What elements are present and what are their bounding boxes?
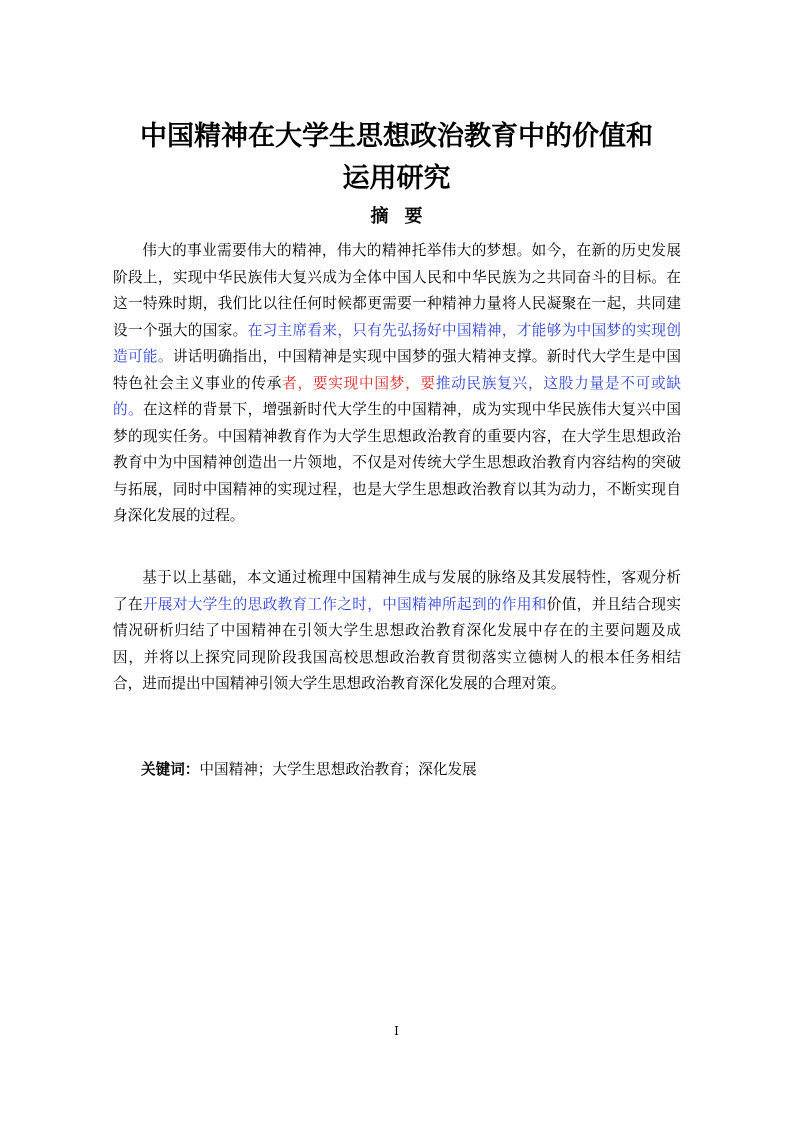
abstract-paragraph-1	[113, 238, 681, 530]
paragraph1-highlight-blue-1: 在习主席看来，只有先弘扬好中国精神，才能够为中国梦的实现创造可能。	[113, 321, 681, 365]
keywords-label: 关键词：	[141, 761, 200, 778]
abstract-paragraph-2	[113, 565, 681, 698]
page-number: I	[394, 1024, 399, 1038]
abstract-heading: 摘要	[370, 206, 439, 227]
keywords-text: 中国精神；大学生思想政治教育；深化发展	[199, 761, 477, 778]
paragraph2-sentence-3: 价值，并且结合现实情况研析归结了中国精神在引领大学生思想政治教育深化发展中存在的主要问题及成因，并将以上探究同现阶段我国高校思想政治教育贯彻落实立德树人的根本任务相结合，进而提出中国精神引领大学生思想政治教育深化发展的合理对策。	[113, 595, 681, 692]
paragraph1-highlight-red: 者，要实现中国梦，要	[282, 374, 436, 392]
paragraph2-sentence-1: 基于以上基础，本文通过梳理中国精神生成与发展的脉络及其发展特性，客观分析了在	[113, 569, 681, 613]
paragraph1-sentence-1: 伟大的事业需要伟大的精神，伟大的精神托举伟大的梦想。如今，在新的历史发展阶段上，实现中华民族伟大复兴成为全体中国人民和中华民族为之共同奋斗的目标。在这一特殊时期，我们比以往任何时候都更需要一种精神力量将人民凝聚在一起，共同建设一个强大的国家。	[113, 242, 681, 339]
title-line-2: 运用研究	[342, 163, 451, 194]
keywords-line	[141, 757, 477, 783]
document-title	[100, 116, 693, 200]
title-line-1: 中国精神在大学生思想政治教育中的价值和	[140, 121, 653, 152]
paragraph1-sentence-3: 讲话明确指出，中国精神是实现中国梦的强大精神支撑。新时代大学生是中国特色社会主义事业的传承	[113, 348, 681, 392]
paragraph1-highlight-blue-2: 推动民族复兴，这股力量是不可或缺的。	[113, 374, 681, 418]
paragraph2-highlight-blue: 开展对大学生的思政教育工作之时，中国精神所起到的作用和	[142, 595, 547, 613]
paragraph1-sentence-6: 在这样的背景下，增强新时代大学生的中国精神，成为实现中华民族伟大复兴中国梦的现实任务。中国精神教育作为大学生思想政治教育的重要内容，在大学生思想政治教育中为中国精神创造出一片领地，不仅是对传统大学生思想政治教育内容结构的突破与拓展，同时中国精神的实现过程，也是大学生思想政治教育以其为动力，不断实现自身深化发展的过程。	[113, 401, 681, 524]
